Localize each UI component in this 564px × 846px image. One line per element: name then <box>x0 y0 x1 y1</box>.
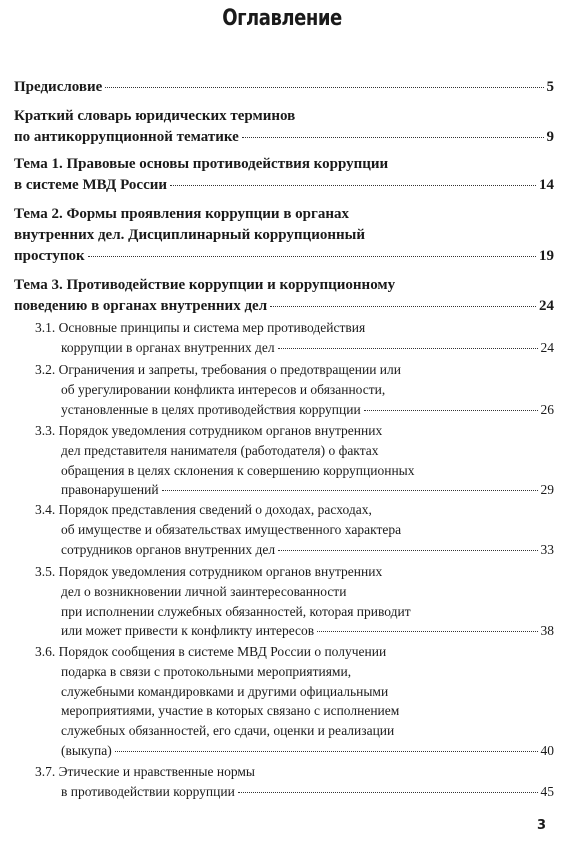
toc-entry-text: дел представителя нанимателя (работодателя) о фактах <box>61 442 379 458</box>
toc-entry-text: 3.5. Порядок уведомления сотрудником органов внутренних <box>35 564 383 579</box>
toc-entry-text: об имуществе и обязательствах имущественного характера <box>61 521 402 537</box>
toc-page-number: 38 <box>540 623 554 639</box>
toc-entry-text: Тема 1. Правовые основы противодействия коррупции <box>14 156 389 172</box>
toc-page-number: 40 <box>540 742 554 758</box>
toc-entry-text: Тема 3. Противодействие коррупции и коррупционному <box>14 277 396 293</box>
toc-entry-text: проступок <box>14 248 85 264</box>
toc-entry-text: в противодействии коррупции <box>61 783 235 799</box>
dot-leader <box>278 550 537 551</box>
toc-entry-text: в системе МВД России <box>14 177 168 193</box>
toc-entry-text: дел о возникновении личной заинтересованности <box>61 583 347 599</box>
toc-entry[interactable] <box>14 106 554 148</box>
toc-page-number: 14 <box>539 177 554 193</box>
toc-entry-text: Тема 2. Формы проявления коррупции в органах <box>14 206 349 222</box>
toc-entry[interactable] <box>14 204 554 267</box>
toc-entry[interactable] <box>35 762 554 802</box>
toc-entry[interactable] <box>35 318 554 358</box>
toc-entry-text: установленные в целях противодействия коррупции <box>61 401 361 417</box>
toc-entry-text: обращения в целях склонения к совершению коррупционных <box>61 462 415 478</box>
dot-leader <box>170 185 536 186</box>
toc-entry-text: 3.3. Порядок уведомления сотрудником органов внутренних <box>35 423 383 438</box>
toc-entry-text: 3.4. Порядок представления сведений о доходах, расходах, <box>35 502 372 517</box>
toc-entry[interactable] <box>35 360 554 419</box>
toc-entry-text: сотрудников органов внутренних дел <box>61 541 276 557</box>
toc-entry-text: 3.7. Этические и нравственные нормы <box>35 764 255 779</box>
toc-page-number: 45 <box>540 783 554 799</box>
toc-page-number: 9 <box>546 129 554 145</box>
toc-entry-text: по антикоррупционной тематике <box>14 129 239 145</box>
toc-entry-text: об урегулировании конфликта интересов и обязанности, <box>61 381 386 397</box>
toc-entry-text: подарка в связи с протокольными мероприятиями, <box>61 663 352 679</box>
toc-page-number: 19 <box>539 248 554 264</box>
toc-entry-text: служебных обязанностей, его сдачи, оценки и реализации <box>61 723 395 739</box>
toc-entry[interactable] <box>35 642 554 761</box>
toc-entry-text: коррупции в органах внутренних дел <box>61 339 275 355</box>
dot-leader <box>317 631 537 632</box>
dot-leader <box>238 792 538 793</box>
toc-entry-text: Предисловие <box>14 79 103 95</box>
page-title: Оглавление <box>222 6 342 31</box>
dot-leader <box>364 410 538 411</box>
toc-page-number: 33 <box>540 541 554 557</box>
toc-entry-text: поведению в органах внутренних дел <box>14 298 268 314</box>
toc-page-number: 29 <box>540 482 554 498</box>
toc-entry-text: служебными командировками и другими официальными <box>61 683 389 699</box>
toc-entry-text: Краткий словарь юридических терминов <box>14 108 296 124</box>
dot-leader <box>278 348 538 349</box>
dot-leader <box>270 306 536 307</box>
toc-page-number: 24 <box>539 298 554 314</box>
toc-entry-text: 3.6. Порядок сообщения в системе МВД России о получении <box>35 644 387 659</box>
toc-entry[interactable] <box>35 421 554 500</box>
toc-entry[interactable] <box>35 562 554 641</box>
toc-page-number: 26 <box>540 401 554 417</box>
dot-leader <box>242 137 544 138</box>
dot-leader <box>162 490 538 491</box>
toc-page-number: 24 <box>540 339 554 355</box>
toc-page-number: 5 <box>546 79 554 95</box>
toc-entry-text: 3.1. Основные принципы и система мер противодействия <box>35 320 366 335</box>
toc-entry-text: или может привести к конфликту интересов <box>61 623 315 639</box>
toc-entry-text: мероприятиями, участие в которых связано с исполнением <box>61 703 400 719</box>
dot-leader <box>105 87 543 88</box>
page-number: 3 <box>536 818 546 833</box>
toc-entry-text: 3.2. Ограничения и запреты, требования о предотвращении или <box>35 362 401 377</box>
toc-entry[interactable] <box>14 154 554 196</box>
dot-leader <box>88 256 536 257</box>
dot-leader <box>115 751 538 752</box>
toc-entry-text: правонарушений <box>61 482 159 498</box>
toc-entry-text: (выкупа) <box>61 742 112 758</box>
toc-entry-text: при исполнении служебных обязанностей, которая приводит <box>61 603 411 619</box>
toc-entry[interactable] <box>14 275 554 317</box>
toc-entry[interactable] <box>14 77 554 98</box>
toc-entry-text: внутренних дел. Дисциплинарный коррупционный <box>14 227 365 243</box>
toc-entry[interactable] <box>35 500 554 559</box>
